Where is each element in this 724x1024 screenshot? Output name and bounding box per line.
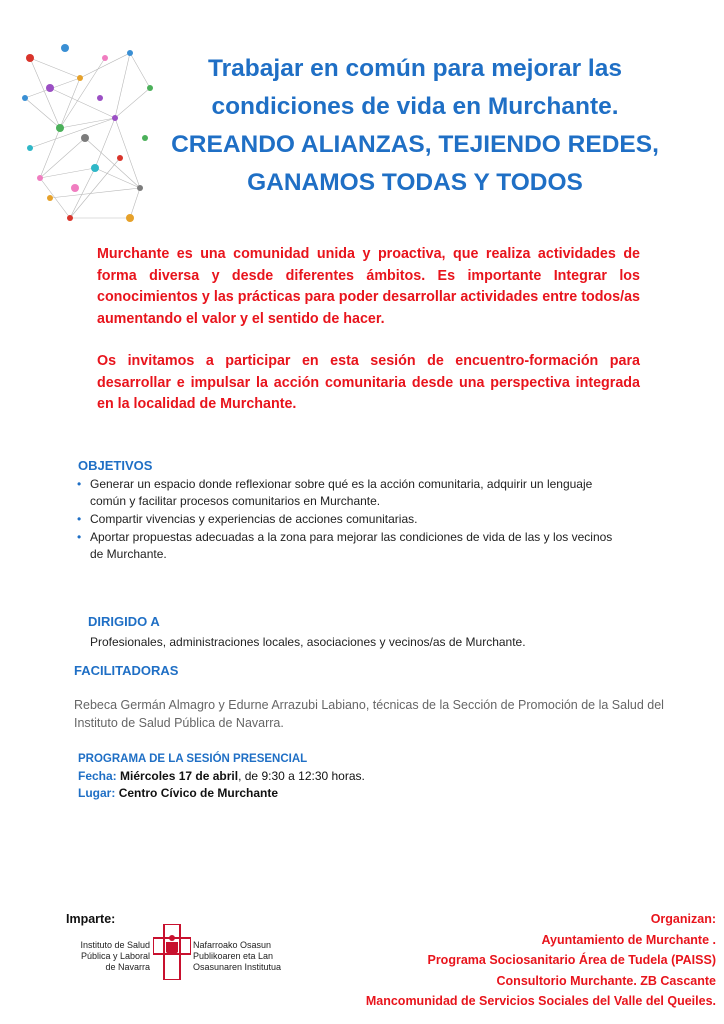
objetivos-heading: OBJETIVOS — [78, 458, 153, 473]
list-item: • Aportar propuestas adecuadas a la zona para mejorar las condiciones de vida de las y los vecinos de Murchante. — [77, 530, 613, 561]
network-graph-icon — [20, 38, 156, 228]
organizan-label: Organizan: — [650, 912, 716, 926]
fecha-line — [78, 768, 365, 785]
list-item: • Generar un espacio donde reflexionar sobre qué es la acción comunitaria, adquirir un lenguaje común y facilitar procesos comunitarios en Murchante. — [77, 477, 593, 508]
intro-text — [97, 244, 640, 437]
dirigido-text: Profesionales, administraciones locales, asociaciones y vecinos/as de Murchante. — [90, 635, 526, 649]
facilitadoras-text: Rebeca Germán Almagro y Edurne Arrazubi Labiano, técnicas de la Sección de Promoción de la Salud del Instituto de Salud Pública de Navarra. — [74, 698, 664, 730]
intro-paragraph-2: Os invitamos a participar en esta sesión de encuentro-formación para desarrollar e impulsar la acción comunitaria desde una perspectiva integrada en la localidad de Murchante. — [97, 353, 640, 412]
objetivos-list — [76, 476, 616, 564]
title-line-3: CREANDO ALIANZAS, TEJIENDO REDES, — [171, 131, 659, 158]
fecha-label: Fecha: — [78, 769, 117, 783]
fecha-rest: , de 9:30 a 12:30 horas. — [238, 769, 365, 783]
fecha-value: Miércoles 17 de abril — [120, 769, 239, 783]
title-line-4: GANAMOS TODAS Y TODOS — [247, 169, 583, 196]
bullet-icon: • — [77, 530, 82, 544]
organizer-2: Programa Sociosanitario Área de Tudela (PAISS) — [427, 953, 716, 967]
lugar-label: Lugar: — [78, 786, 116, 800]
page-title — [160, 50, 670, 202]
facilitadoras-heading: FACILITADORAS — [74, 663, 179, 678]
organizer-4: Mancomunidad de Servicios Sociales del Valle del Queiles. — [365, 994, 716, 1008]
list-item: • Compartir vivencias y experiencias de acciones comunitarias. — [77, 512, 418, 526]
dirigido-heading: DIRIGIDO A — [88, 614, 160, 629]
title-line-2: condiciones de vida en Murchante. — [211, 93, 619, 120]
navarra-shield-logo-icon — [153, 924, 191, 980]
bullet-icon: • — [77, 477, 82, 491]
intro-paragraph-1: Murchante es una comunidad unida y proactiva, que realiza actividades de forma diversa y desde diferentes ámbitos. Es importante Integrar los conocimientos y las prácticas para poder desarrollar actividades entre todos/as aumentando el valor y el sentido de hacer. — [97, 246, 640, 327]
lugar-value: Centro Cívico de Murchante — [118, 786, 279, 800]
organizer-1: Ayuntamiento de Murchante . — [541, 932, 716, 947]
title-line-1: Trabajar en común para mejorar las — [208, 55, 622, 82]
lugar-line — [78, 785, 365, 802]
organizer-3: Consultorio Murchante. ZB Cascante — [496, 973, 716, 988]
bullet-icon: • — [77, 512, 82, 526]
organizers-block — [276, 909, 716, 1012]
logo-text-eu: Nafarroako Osasun Publikoaren eta Lan Osasunaren Institutua — [193, 940, 282, 972]
programa-heading: PROGRAMA DE LA SESIÓN PRESENCIAL — [78, 753, 308, 765]
logo-text-es: Instituto de Salud Pública y Laboral de Navarra — [80, 940, 150, 972]
imparte-label: Imparte: — [66, 912, 116, 926]
programa-block — [78, 751, 365, 802]
